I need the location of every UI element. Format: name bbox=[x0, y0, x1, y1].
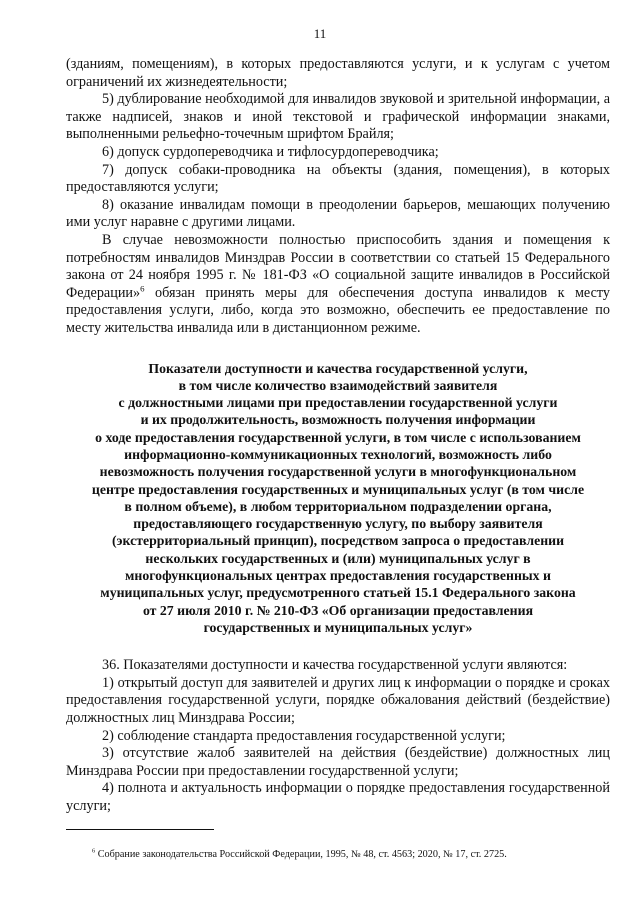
paragraph-case-text-before: В случае невозможности полностью приспособить здания и помещения к потребностям инвалидов Минздрав России в соответствии со статьей 15 Федерального закона от 24 ноября 1995 г. № 181-ФЗ «О социальной защите инвалидов в Российской Федерации» bbox=[66, 231, 610, 301]
heading-line: муниципальных услуг, предусмотренного статьей 15.1 Федерального закона bbox=[100, 585, 576, 601]
page-number: 11 bbox=[313, 26, 327, 41]
heading-line: о ходе предоставления государственной услуги, в том числе с использованием bbox=[95, 429, 581, 445]
footnote-text: Собрание законодательства Российской Федерации, 1995, № 48, ст. 4563; 2020, № 17, ст. 2725. bbox=[95, 849, 507, 860]
heading-line: от 27 июля 2010 г. № 210-ФЗ «Об организации предоставления bbox=[142, 602, 534, 618]
page-body bbox=[66, 56, 610, 816]
indicator-item-3: 3) отсутствие жалоб заявителей на действия (бездействие) должностных лиц Минздрава России при предоставлении государственной услуги; bbox=[66, 745, 610, 779]
footnote-divider bbox=[66, 829, 214, 830]
heading-line: центре предоставления государственных и муниципальных услуг (в том числе bbox=[91, 481, 585, 497]
paragraph-impossibility-case bbox=[66, 232, 610, 338]
list-item-8: 8) оказание инвалидам помощи в преодолении барьеров, мешающих получению ими услуг наравне с другими лицами. bbox=[66, 196, 610, 231]
heading-line: государственных и муниципальных услуг» bbox=[203, 619, 473, 635]
list-item-7: 7) допуск собаки-проводника на объекты (здания, помещения), в которых предоставляются услуги; bbox=[66, 161, 610, 196]
paragraph-36: 36. Показателями доступности и качества государственной услуги являются: bbox=[102, 657, 568, 674]
footnote bbox=[92, 848, 612, 861]
heading-line: и их продолжительность, возможность получения информации bbox=[140, 412, 536, 428]
heading-line: информационно-коммуникационных технологий, возможность либо bbox=[124, 446, 552, 462]
paragraph-accessibility-continuation: (зданиям, помещениям), в которых предоставляются услуги, и к услугам с учетом ограничений их жизнедеятельности; bbox=[66, 56, 610, 90]
heading-line: многофункциональных центрах предоставления государственных и bbox=[125, 568, 551, 584]
indicator-item-1: 1) открытый доступ для заявителей и других лиц к информации о порядке и сроках предоставления государственной услуги, порядке обжалования действий (бездействие) должностных лиц Минздрава России; bbox=[66, 674, 610, 727]
heading-line: (экстерриториальный принцип), посредством запроса о предоставлении bbox=[111, 533, 565, 549]
footnote-marker: 6 bbox=[92, 847, 96, 855]
heading-line: предоставляющего государственную услугу, по выбору заявителя bbox=[133, 516, 543, 532]
heading-line: Показатели доступности и качества государственной услуги, bbox=[148, 360, 528, 376]
heading-line: невозможность получения государственной услуги в многофункциональном bbox=[99, 464, 577, 480]
list-item-5: 5) дублирование необходимой для инвалидов звуковой и зрительной информации, а также надписей, знаков и иной текстовой и графической информации знаками, выполненными рельефно-точечным шрифтом Брайля; bbox=[66, 91, 610, 143]
heading-line: в том числе количество взаимодействий заявителя bbox=[178, 377, 498, 393]
section-heading bbox=[66, 360, 610, 637]
heading-line: нескольких государственных и (или) муниципальных услуг в bbox=[145, 550, 531, 566]
footnote-reference: 6 bbox=[140, 282, 145, 293]
list-item-6: 6) допуск сурдопереводчика и тифлосурдопереводчика; bbox=[102, 143, 439, 160]
indicator-item-4: 4) полнота и актуальность информации о порядке предоставления государственной услуги; bbox=[66, 780, 610, 814]
paragraph-case-text-after: обязан принять меры для обеспечения доступа инвалидов к месту предоставления услуги, либо, когда это возможно, обеспечить ее предоставление по месту жительства инвалида или в дистанционном режиме. bbox=[66, 284, 610, 336]
heading-line: в полном объеме), в любом территориальном подразделении органа, bbox=[124, 498, 552, 514]
heading-line: с должностными лицами при предоставлении государственной услуги bbox=[118, 395, 558, 411]
indicator-item-2: 2) соблюдение стандарта предоставления государственной услуги; bbox=[102, 727, 506, 744]
